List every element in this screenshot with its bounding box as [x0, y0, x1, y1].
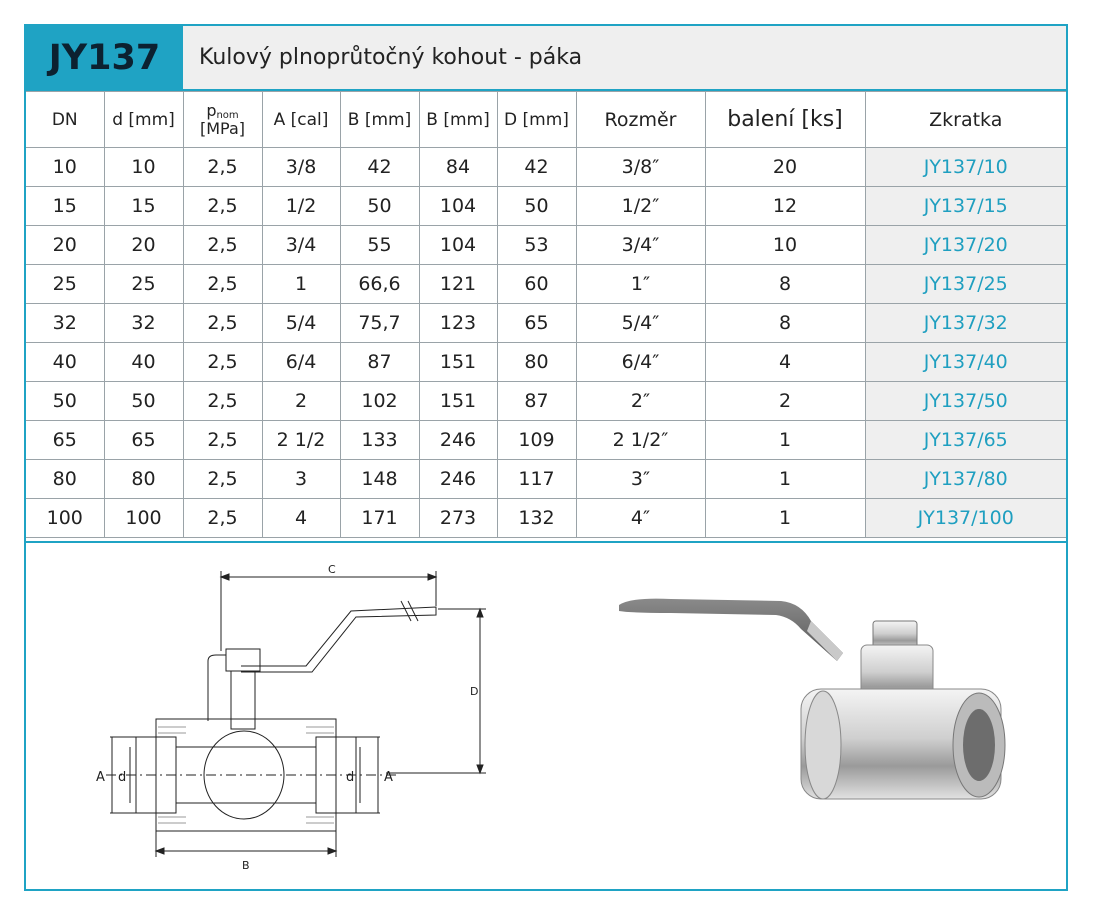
col-header-a: A [cal] [262, 92, 340, 148]
cell-b1: 55 [340, 226, 419, 265]
col-header-d: d [mm] [104, 92, 183, 148]
cell-dd: 117 [497, 460, 576, 499]
table-row [26, 343, 1066, 382]
cell-p: 2,5 [183, 343, 262, 382]
cell-b1: 171 [340, 499, 419, 538]
spec-table [26, 91, 1066, 538]
cell-b2: 104 [419, 187, 497, 226]
cell-rozmer: 2″ [576, 382, 705, 421]
cell-dn: 15 [26, 187, 104, 226]
cell-b2: 121 [419, 265, 497, 304]
cell-baleni: 2 [705, 382, 865, 421]
section-divider [26, 541, 1066, 543]
pnom-unit: [MPa] [199, 119, 246, 138]
cell-baleni: 1 [705, 421, 865, 460]
cell-zkratka: JY137/20 [865, 226, 1066, 265]
pnom-symbol: p [206, 101, 217, 120]
pnom-subscript: nom [216, 110, 239, 121]
cell-d: 10 [104, 148, 183, 187]
cell-b1: 102 [340, 382, 419, 421]
cell-zkratka: JY137/10 [865, 148, 1066, 187]
cell-d: 40 [104, 343, 183, 382]
cell-b1: 50 [340, 187, 419, 226]
table-header-row [26, 92, 1066, 148]
product-card [24, 24, 1068, 891]
cell-zkratka: JY137/40 [865, 343, 1066, 382]
cell-b1: 66,6 [340, 265, 419, 304]
cell-baleni: 1 [705, 460, 865, 499]
cell-b1: 75,7 [340, 304, 419, 343]
col-header-b2: B [mm] [419, 92, 497, 148]
cell-a: 2 1/2 [262, 421, 340, 460]
cell-baleni: 12 [705, 187, 865, 226]
table-row [26, 187, 1066, 226]
cell-baleni: 1 [705, 499, 865, 538]
table-row [26, 421, 1066, 460]
cell-zkratka: JY137/80 [865, 460, 1066, 499]
cell-b2: 151 [419, 382, 497, 421]
cell-zkratka: JY137/100 [865, 499, 1066, 538]
col-header-zkratka: Zkratka [865, 92, 1066, 148]
cell-b1: 148 [340, 460, 419, 499]
cell-d: 20 [104, 226, 183, 265]
cell-dd: 109 [497, 421, 576, 460]
cell-rozmer: 1/2″ [576, 187, 705, 226]
cell-a: 3/8 [262, 148, 340, 187]
cell-d: 50 [104, 382, 183, 421]
cell-b2: 151 [419, 343, 497, 382]
table-row [26, 499, 1066, 538]
cell-baleni: 8 [705, 304, 865, 343]
cell-zkratka: JY137/15 [865, 187, 1066, 226]
cell-d: 100 [104, 499, 183, 538]
cell-dn: 50 [26, 382, 104, 421]
cell-p: 2,5 [183, 499, 262, 538]
cell-a: 1/2 [262, 187, 340, 226]
cell-b2: 84 [419, 148, 497, 187]
table-row [26, 226, 1066, 265]
cell-dn: 32 [26, 304, 104, 343]
cell-dd: 65 [497, 304, 576, 343]
table-row [26, 382, 1066, 421]
dim-label-c: C [328, 563, 336, 576]
cell-b2: 104 [419, 226, 497, 265]
dim-label-b: B [242, 859, 250, 872]
product-header [26, 26, 1066, 91]
cell-b2: 246 [419, 421, 497, 460]
cell-dn: 25 [26, 265, 104, 304]
dim-label-d-left: d [118, 770, 127, 785]
cell-dd: 50 [497, 187, 576, 226]
cell-rozmer: 2 1/2″ [576, 421, 705, 460]
cell-dd: 132 [497, 499, 576, 538]
col-header-baleni: balení [ks] [705, 92, 865, 148]
cell-baleni: 8 [705, 265, 865, 304]
cell-p: 2,5 [183, 148, 262, 187]
dim-label-a-right: A [384, 770, 393, 785]
cell-p: 2,5 [183, 265, 262, 304]
cell-p: 2,5 [183, 421, 262, 460]
cell-dn: 80 [26, 460, 104, 499]
product-title: Kulový plnoprůtočný kohout - páka [183, 26, 1066, 89]
cell-b2: 123 [419, 304, 497, 343]
cell-dn: 65 [26, 421, 104, 460]
cell-b1: 133 [340, 421, 419, 460]
cell-dn: 10 [26, 148, 104, 187]
cell-b1: 42 [340, 148, 419, 187]
cell-dd: 60 [497, 265, 576, 304]
cell-d: 25 [104, 265, 183, 304]
cell-p: 2,5 [183, 460, 262, 499]
technical-drawing [66, 551, 506, 872]
cell-zkratka: JY137/25 [865, 265, 1066, 304]
cell-d: 80 [104, 460, 183, 499]
cell-b1: 87 [340, 343, 419, 382]
cell-p: 2,5 [183, 226, 262, 265]
cell-rozmer: 3/4″ [576, 226, 705, 265]
table-row [26, 265, 1066, 304]
col-header-pnom [183, 92, 262, 148]
cell-rozmer: 1″ [576, 265, 705, 304]
product-photo [611, 561, 1011, 821]
col-header-rozmer: Rozměr [576, 92, 705, 148]
cell-d: 15 [104, 187, 183, 226]
cell-a: 5/4 [262, 304, 340, 343]
cell-b2: 273 [419, 499, 497, 538]
cell-rozmer: 5/4″ [576, 304, 705, 343]
cell-p: 2,5 [183, 382, 262, 421]
cell-baleni: 20 [705, 148, 865, 187]
col-header-dd: D [mm] [497, 92, 576, 148]
cell-p: 2,5 [183, 304, 262, 343]
cell-rozmer: 3″ [576, 460, 705, 499]
cell-dn: 20 [26, 226, 104, 265]
cell-baleni: 4 [705, 343, 865, 382]
cell-dd: 53 [497, 226, 576, 265]
cell-dn: 100 [26, 499, 104, 538]
cell-a: 2 [262, 382, 340, 421]
cell-dd: 42 [497, 148, 576, 187]
cell-b2: 246 [419, 460, 497, 499]
cell-a: 3 [262, 460, 340, 499]
col-header-dn: DN [26, 92, 104, 148]
product-code: JY137 [26, 26, 183, 89]
cell-zkratka: JY137/32 [865, 304, 1066, 343]
col-header-b1: B [mm] [340, 92, 419, 148]
cell-a: 4 [262, 499, 340, 538]
table-row [26, 304, 1066, 343]
table-row [26, 148, 1066, 187]
cell-d: 65 [104, 421, 183, 460]
cell-zkratka: JY137/65 [865, 421, 1066, 460]
cell-p: 2,5 [183, 187, 262, 226]
table-row [26, 460, 1066, 499]
dim-label-d: D [470, 685, 479, 698]
cell-dn: 40 [26, 343, 104, 382]
dim-label-d-right: d [346, 770, 355, 785]
cell-dd: 87 [497, 382, 576, 421]
cell-dd: 80 [497, 343, 576, 382]
cell-rozmer: 6/4″ [576, 343, 705, 382]
cell-a: 6/4 [262, 343, 340, 382]
cell-rozmer: 3/8″ [576, 148, 705, 187]
cell-a: 3/4 [262, 226, 340, 265]
cell-a: 1 [262, 265, 340, 304]
cell-rozmer: 4″ [576, 499, 705, 538]
cell-d: 32 [104, 304, 183, 343]
dim-label-a-left: A [96, 770, 105, 785]
cell-baleni: 10 [705, 226, 865, 265]
cell-zkratka: JY137/50 [865, 382, 1066, 421]
